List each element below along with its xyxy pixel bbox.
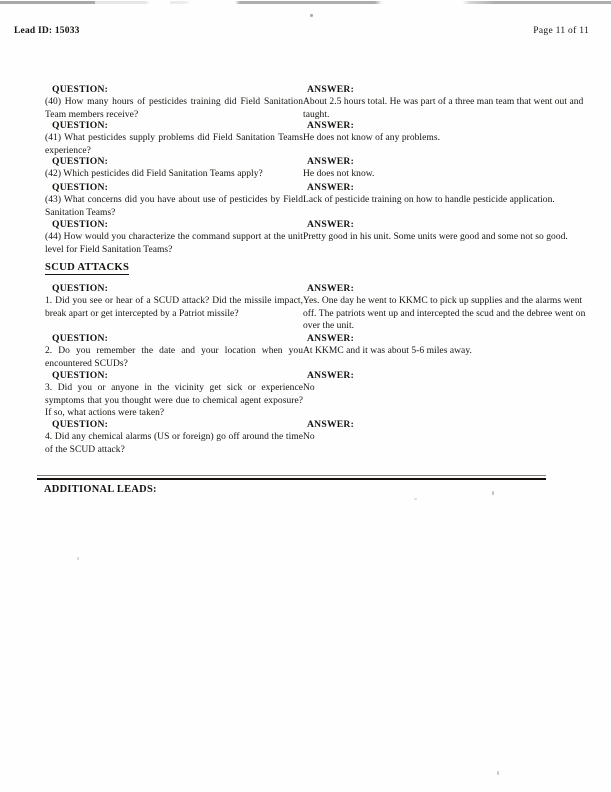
scan-speck-artifact xyxy=(77,557,79,560)
question-column xyxy=(45,120,303,157)
question-text: 1. Did you see or hear of a SCUD attack? Did the missile impact, break apart or get intercepted by a Patriot missile? xyxy=(45,296,303,319)
question-label: QUESTION: xyxy=(52,120,109,131)
question-column xyxy=(45,333,303,370)
answer-column xyxy=(303,419,593,444)
question-text: (41) What pesticides supply problems did Field Sanitation Teams experience? xyxy=(45,133,303,156)
question-label: QUESTION: xyxy=(52,156,109,167)
qa-row xyxy=(0,370,611,419)
answer-label: ANSWER: xyxy=(307,283,355,294)
answer-label: ANSWER: xyxy=(307,419,355,430)
question-column xyxy=(45,419,303,456)
question-column xyxy=(45,370,303,419)
answer-label: ANSWER: xyxy=(307,219,355,230)
answer-text: Lack of pesticide training on how to handle pesticide application. xyxy=(303,195,555,206)
qa-row xyxy=(0,419,611,456)
answer-text: Pretty good in his unit. Some units were good and some not so good. xyxy=(303,232,568,243)
question-label: QUESTION: xyxy=(52,283,109,294)
scan-speck-artifact xyxy=(492,491,494,495)
question-label: QUESTION: xyxy=(52,182,109,193)
answer-label: ANSWER: xyxy=(307,120,355,131)
answer-column xyxy=(303,219,593,244)
answer-column xyxy=(303,333,593,358)
question-column xyxy=(45,156,303,181)
qa-row xyxy=(0,120,611,156)
document-body xyxy=(0,84,611,256)
qa-row xyxy=(0,84,611,120)
question-label: QUESTION: xyxy=(52,419,109,430)
answer-column xyxy=(303,283,593,332)
question-text: 2. Do you remember the date and your location when you encountered SCUDs? xyxy=(45,346,303,369)
scan-speck-artifact xyxy=(497,771,499,775)
question-column xyxy=(45,219,303,256)
answer-text: He does not know. xyxy=(303,169,375,180)
scan-speck-artifact xyxy=(414,498,417,500)
answer-column xyxy=(303,84,593,121)
question-text: (42) Which pesticides did Field Sanitation Teams apply? xyxy=(45,169,263,180)
question-column xyxy=(45,84,303,121)
section-heading-scud-attacks: SCUD ATTACKS xyxy=(45,262,130,273)
answer-label: ANSWER: xyxy=(307,370,355,381)
answer-column xyxy=(303,370,593,395)
answer-column xyxy=(303,156,593,181)
lead-id: Lead ID: 15033 xyxy=(14,26,80,36)
section-divider-hairline xyxy=(37,475,546,476)
scan-speck-artifact xyxy=(310,14,313,17)
question-label: QUESTION: xyxy=(52,84,109,95)
qa-row xyxy=(0,219,611,256)
answer-column xyxy=(303,120,593,145)
answer-text: At KKMC and it was about 5-6 miles away. xyxy=(303,346,472,357)
question-text: 3. Did you or anyone in the vicinity get sick or experience symptoms that you thought were due to chemical agent exposure? If so, what actions were taken? xyxy=(45,383,303,418)
document-body-scud xyxy=(0,283,611,456)
qa-row xyxy=(0,182,611,219)
question-column xyxy=(45,283,303,320)
qa-row xyxy=(0,156,611,181)
qa-row xyxy=(0,283,611,333)
question-text: (44) How would you characterize the command support at the unit level for Field Sanitation Teams? xyxy=(45,232,303,255)
question-label: QUESTION: xyxy=(52,370,109,381)
question-label: QUESTION: xyxy=(52,219,109,230)
answer-text: No xyxy=(303,383,315,394)
answer-label: ANSWER: xyxy=(307,333,355,344)
page-number: Page 11 of 11 xyxy=(533,26,589,36)
answer-text: About 2.5 hours total. He was part of a three man team that went out and taught. xyxy=(303,97,584,120)
additional-leads-heading: ADDITIONAL LEADS: xyxy=(44,484,157,495)
question-column xyxy=(45,182,303,219)
question-text: 4. Did any chemical alarms (US or foreign) go off around the time of the SCUD attack? xyxy=(45,432,303,455)
answer-column xyxy=(303,182,593,207)
answer-label: ANSWER: xyxy=(307,156,355,167)
answer-text: Yes. One day he went to KKMC to pick up supplies and the alarms went off. The patriots went up and intercepted the scud and the debree went on over the unit. xyxy=(303,296,586,331)
section-divider xyxy=(37,478,546,480)
question-text: (43) What concerns did you have about use of pesticides by Field Sanitation Teams? xyxy=(45,195,303,218)
answer-text: He does not know of any problems. xyxy=(303,133,441,144)
document-header xyxy=(0,26,611,42)
answer-label: ANSWER: xyxy=(307,182,355,193)
scan-edge-artifact xyxy=(0,1,611,4)
question-text: (40) How many hours of pesticides training did Field Sanitation Team members receive? xyxy=(45,97,303,120)
qa-row xyxy=(0,333,611,370)
answer-label: ANSWER: xyxy=(307,84,355,95)
question-label: QUESTION: xyxy=(52,333,109,344)
answer-text: No xyxy=(303,432,315,443)
